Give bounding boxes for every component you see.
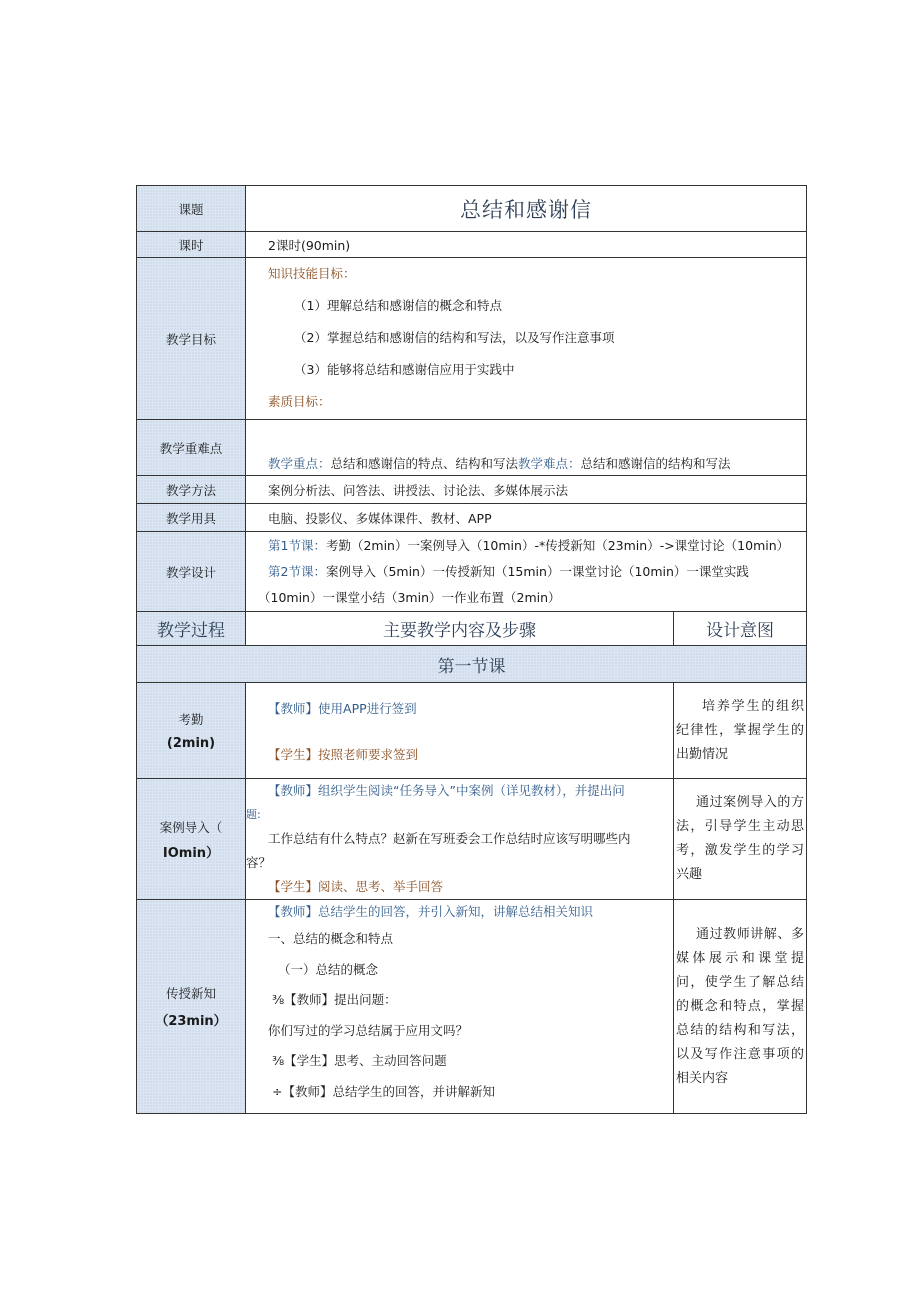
process-header-col3: 设计意图 [674,612,807,646]
methods-value: 案例分析法、问答法、讲授法、讨论法、多媒体展示法 [246,476,807,504]
hours-row [137,232,807,258]
lesson2-label: 第2节课： [268,563,326,579]
new-knowledge-intent: 通过教师讲解、多媒体展示和课堂提问，使学生了解总结的概念和特点，掌握总结的结构和写法，以及写作注意事项的相关内容 [674,900,807,1114]
lesson2-continuation: （10min）一课堂小结（3min）一作业布置（2min） [258,589,561,605]
case-intro-student [246,875,673,899]
attendance-time: (2min) [166,736,216,751]
topic-title: 总结和感谢信 [246,186,807,232]
concept-heading: 一、总结的概念和特点 [268,931,394,946]
key-points-content [246,420,807,476]
teacher-tag: 【教师】 [268,904,319,919]
new-knowledge-label: 传授新知 [165,986,216,1001]
concept-subheading: （一）总结的概念 [278,961,379,977]
new-knowledge-time: （23min） [155,1014,227,1029]
methods-label: 教学方法 [137,476,246,504]
lesson2-text: 案例导入（5min）一传授新知（15min）一课堂讨论（10min）一课堂实践 [325,563,749,579]
tools-label: 教学用具 [137,504,246,532]
section1-row [137,646,807,683]
case-intro-question-a: 工作总结有什么特点？赵新在写班委会工作总结时应该写明哪些内 [268,831,631,846]
quality-goal-heading: 素质目标： [268,394,331,409]
key-label: 教学重点： [268,456,331,471]
attendance-row [137,683,807,779]
goals-row [137,258,807,420]
student-tag: 【学生】 [268,879,319,894]
lesson-plan [136,185,806,1114]
new-knowledge-content [246,900,674,1114]
key-text: 总结和感谢信的特点、结构和写法 [330,456,519,471]
case-intro-row [137,779,807,900]
attendance-student-text: 按照老师要求签到 [318,747,419,762]
teacher-summary-step: ÷【教师】总结学生的回答，并讲解新知 [272,1083,495,1099]
skill-goal-heading: 知识技能目标： [268,266,356,281]
hours-label: 课时 [137,232,246,258]
new-knowledge-teacher [268,900,673,924]
lesson2-line [268,559,806,585]
case-intro-time: IOmin） [162,845,220,861]
topic-label: 课题 [137,186,246,232]
attendance-intent: 培养学生的组织纪律性，掌握学生的出勤情况 [674,683,807,779]
case-intro-teacher-text: 组织学生阅读“任务导入”中案例（详见教材），并提出问 [318,783,625,798]
lesson1-label: 第1节课： [268,537,326,553]
section1-title: 第一节课 [137,646,807,683]
case-intro-teacher-cont: 题: [246,808,261,821]
methods-row [137,476,807,504]
goals-content [246,258,807,420]
case-intro-label-cell [137,779,246,900]
process-header-col1: 教学过程 [137,612,246,646]
attendance-label: 考勤 [178,712,204,727]
design-row [137,532,807,612]
tools-row [137,504,807,532]
hours-value: 2课时(90min) [246,232,807,258]
difficult-label: 教学难点： [518,456,581,471]
student-answer-step: ⅜【学生】思考、主动回答问题 [272,1053,447,1068]
attendance-teacher [268,699,673,717]
goal-item-2: （2）掌握总结和感谢信的结构和写法，以及写作注意事项 [294,330,615,345]
case-intro-teacher [246,779,673,803]
case-intro-label: 案例导入（ [159,819,223,835]
tools-value: 电脑、投影仪、多媒体课件、教材、APP [246,504,807,532]
new-knowledge-teacher-text: 总结学生的回答，并引入新知，讲解总结相关知识 [318,904,594,919]
process-header-row [137,612,807,646]
student-tag: 【学生】 [268,747,319,762]
teacher-tag: 【教师】 [268,783,319,798]
question-text: 你们写过的学习总结属于应用文吗？ [268,1022,469,1038]
process-header-col2: 主要教学内容及步骤 [246,612,674,646]
case-intro-student-text: 阅读、思考、举手回答 [318,879,444,894]
teacher-tag: 【教师】 [268,701,319,716]
goals-label: 教学目标 [137,258,246,420]
lesson-plan-table [136,185,807,1114]
case-intro-content [246,779,674,900]
teacher-question-step: ⅜【教师】提出问题： [272,992,397,1007]
key-points-row [137,420,807,476]
attendance-teacher-text: 使用APP进行签到 [318,701,417,716]
case-intro-intent: 通过案例导入的方法，引导学生主动思考，激发学生的学习兴趣 [674,779,807,900]
new-knowledge-row [137,900,807,1114]
attendance-label-cell [137,683,246,779]
attendance-student [268,745,673,763]
new-knowledge-label-cell [137,900,246,1114]
lesson1-line [268,533,806,559]
lesson1-text: 考勤（2min）一案例导入（10min）-*传授新知（23min）->课堂讨论（10min） [325,537,790,553]
design-content [246,532,807,612]
case-intro-question-b: 容？ [246,855,272,870]
goal-item-3: （3）能够将总结和感谢信应用于实践中 [294,362,515,377]
topic-row [137,186,807,232]
key-points-label: 教学重难点 [137,420,246,476]
attendance-content [246,683,674,779]
goal-item-1: （1）理解总结和感谢信的概念和特点 [294,298,502,313]
difficult-text: 总结和感谢信的结构和写法 [580,456,731,471]
design-label: 教学设计 [137,532,246,612]
